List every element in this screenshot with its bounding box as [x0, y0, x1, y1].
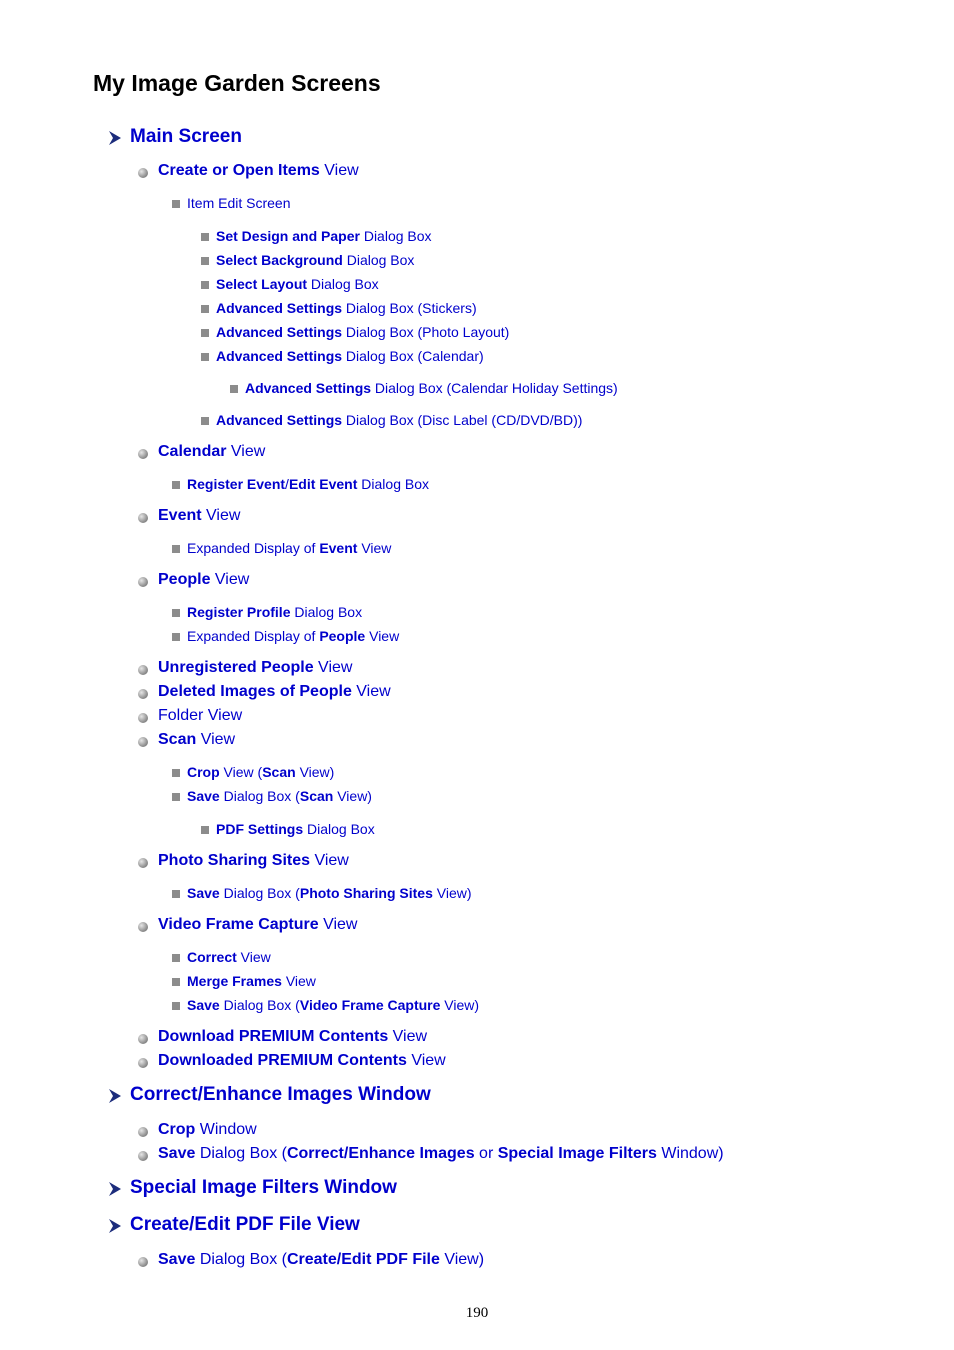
link-video-frame-capture-view[interactable]: [158, 916, 357, 934]
link-text: View: [313, 659, 353, 676]
link-text: View: [318, 916, 358, 933]
link-text: View: [406, 1052, 446, 1069]
link-bold: Register Event: [187, 476, 286, 492]
link-people-view[interactable]: [158, 571, 249, 589]
page-title: My Image Garden Screens: [93, 70, 381, 96]
link-select-layout[interactable]: [216, 276, 379, 292]
link-pdf-settings[interactable]: [216, 821, 375, 837]
link-item-edit-screen[interactable]: [187, 195, 291, 211]
link-text: Dialog Box (Calendar Holiday Settings): [371, 380, 618, 396]
link-calendar-view[interactable]: [158, 443, 265, 461]
link-text: Item Edit Screen: [187, 195, 291, 211]
chevron-arrow-icon: [108, 130, 122, 146]
link-merge-frames-view[interactable]: [187, 973, 316, 989]
link-advanced-settings-photo-layout[interactable]: [216, 324, 509, 340]
link-text: View: [226, 443, 266, 460]
link-create-open-items-view[interactable]: [158, 162, 359, 180]
link-bold: Video Frame Capture: [299, 997, 441, 1013]
link-bold: Create or Open Items: [158, 162, 320, 179]
link-crop-view-scan[interactable]: [187, 764, 334, 780]
gray-ball-bullet-icon: [138, 449, 148, 459]
link-main-screen[interactable]: [130, 126, 242, 148]
gray-ball-bullet-icon: [138, 1127, 148, 1137]
link-text: View: [357, 540, 392, 556]
link-text: View: [365, 628, 400, 644]
gray-square-bullet-icon: [201, 257, 209, 265]
link-text: View): [440, 997, 480, 1013]
link-bold: Advanced Settings: [216, 348, 343, 364]
link-bold: Scan: [262, 764, 296, 780]
link-advanced-settings-disc-label[interactable]: [216, 412, 582, 428]
link-bold: PDF Settings: [216, 821, 304, 837]
link-save-dialog-video[interactable]: [187, 997, 479, 1013]
link-text: Dialog Box (Photo Layout): [342, 324, 510, 340]
link-text: View: [210, 571, 250, 588]
link-bold: Register Profile: [187, 604, 291, 620]
link-text: Dialog Box: [290, 604, 363, 620]
link-bold: Merge Frames: [187, 973, 282, 989]
link-text: View (: [219, 764, 263, 780]
gray-ball-bullet-icon: [138, 1034, 148, 1044]
link-bold: Advanced Settings: [216, 324, 343, 340]
link-text: Dialog Box (Stickers): [342, 300, 477, 316]
link-expanded-display-people[interactable]: [187, 628, 399, 644]
chevron-arrow-icon: [108, 1181, 122, 1197]
gray-square-bullet-icon: [172, 481, 180, 489]
link-bold: Save: [187, 885, 220, 901]
link-bold: Scan: [299, 788, 334, 804]
link-bold: Scan: [158, 731, 197, 748]
link-bold: Crop: [187, 764, 220, 780]
link-bold: Save: [187, 997, 220, 1013]
link-text: View: [319, 162, 359, 179]
link-bold: Unregistered People: [158, 659, 314, 676]
link-bold: Create/Edit PDF File: [286, 1251, 440, 1268]
gray-square-bullet-icon: [172, 633, 180, 641]
gray-ball-bullet-icon: [138, 1257, 148, 1267]
gray-ball-bullet-icon: [138, 713, 148, 723]
link-text: Folder View: [158, 707, 243, 724]
link-deleted-images-view[interactable]: [158, 683, 391, 701]
link-bold: Correct: [187, 949, 237, 965]
link-text: Dialog Box (: [195, 1251, 287, 1268]
gray-square-bullet-icon: [172, 978, 180, 986]
gray-square-bullet-icon: [172, 769, 180, 777]
gray-ball-bullet-icon: [138, 665, 148, 675]
gray-square-bullet-icon: [201, 353, 209, 361]
link-bold: Event: [319, 540, 358, 556]
link-text: View: [388, 1028, 428, 1045]
link-text: View): [432, 885, 472, 901]
link-text: Window): [656, 1145, 724, 1162]
gray-square-bullet-icon: [172, 954, 180, 962]
link-text: or: [474, 1145, 498, 1162]
link-save-dialog-correct[interactable]: [158, 1145, 724, 1163]
gray-square-bullet-icon: [172, 793, 180, 801]
link-bold: Edit Event: [288, 476, 358, 492]
link-text: View: [351, 683, 391, 700]
link-text: Dialog Box: [307, 276, 379, 292]
link-text[interactable]: Correct/Enhance Images Window: [130, 1084, 431, 1105]
link-register-event[interactable]: [187, 476, 429, 492]
link-text: View): [439, 1251, 485, 1268]
link-bold: Photo Sharing Sites: [158, 852, 311, 869]
gray-ball-bullet-icon: [138, 513, 148, 523]
link-bold: Select Background: [216, 252, 343, 268]
link-bold: Save: [158, 1145, 196, 1162]
gray-square-bullet-icon: [201, 826, 209, 834]
link-text: Dialog Box (Calendar): [342, 348, 484, 364]
link-bold: Downloaded PREMIUM Contents: [158, 1052, 407, 1069]
link-event-view[interactable]: [158, 507, 240, 525]
link-create-edit-pdf-view[interactable]: [130, 1214, 360, 1236]
link-text: Dialog Box (Disc Label (CD/DVD/BD)): [342, 412, 583, 428]
gray-ball-bullet-icon: [138, 168, 148, 178]
link-correct-enhance-window[interactable]: [130, 1084, 431, 1106]
link-downloaded-premium-view[interactable]: [158, 1052, 446, 1070]
link-text: Dialog Box (: [219, 788, 300, 804]
gray-ball-bullet-icon: [138, 858, 148, 868]
link-text: Expanded Display of: [187, 628, 320, 644]
link-bold: People: [158, 571, 211, 588]
gray-ball-bullet-icon: [138, 1058, 148, 1068]
gray-square-bullet-icon: [172, 1002, 180, 1010]
link-text: Dialog Box: [342, 252, 415, 268]
link-text: View: [310, 852, 349, 869]
link-bold: Crop: [158, 1121, 196, 1138]
link-bold: People: [319, 628, 366, 644]
link-bold: Event: [158, 507, 202, 524]
gray-square-bullet-icon: [172, 609, 180, 617]
link-advanced-settings-calendar[interactable]: [216, 348, 484, 364]
link-correct-view[interactable]: [187, 949, 271, 965]
gray-ball-bullet-icon: [138, 922, 148, 932]
link-scan-view[interactable]: [158, 731, 235, 749]
gray-ball-bullet-icon: [138, 577, 148, 587]
link-text: View: [201, 507, 241, 524]
link-bold: Special Image Filters: [497, 1145, 657, 1162]
link-bold: Deleted Images of People: [158, 683, 352, 700]
link-bold: Correct/Enhance Images: [286, 1145, 475, 1162]
gray-ball-bullet-icon: [138, 689, 148, 699]
link-text: View): [295, 764, 335, 780]
gray-square-bullet-icon: [201, 329, 209, 337]
link-bold: Photo Sharing Sites: [299, 885, 433, 901]
link-text: View: [281, 973, 316, 989]
gray-square-bullet-icon: [201, 417, 209, 425]
link-bold: Advanced Settings: [245, 380, 372, 396]
link-set-design-paper[interactable]: [216, 228, 432, 244]
link-text: Dialog Box (: [219, 997, 300, 1013]
link-text[interactable]: Main Screen: [130, 126, 242, 147]
link-text: View): [333, 788, 372, 804]
link-text: Expanded Display of: [187, 540, 320, 556]
gray-square-bullet-icon: [230, 385, 238, 393]
gray-square-bullet-icon: [172, 890, 180, 898]
gray-square-bullet-icon: [201, 233, 209, 241]
link-sep: /: [285, 476, 289, 492]
link-unregistered-people-view[interactable]: [158, 659, 352, 677]
link-text[interactable]: Create/Edit PDF File View: [130, 1214, 360, 1235]
page-number: 190: [465, 1305, 489, 1321]
chevron-arrow-icon: [108, 1088, 122, 1104]
gray-square-bullet-icon: [201, 281, 209, 289]
link-save-dialog-pdf[interactable]: [158, 1251, 484, 1269]
link-advanced-settings-stickers[interactable]: [216, 300, 477, 316]
link-bold: Save: [158, 1251, 196, 1268]
link-bold: Video Frame Capture: [158, 916, 319, 933]
link-text: Window: [195, 1121, 257, 1138]
chevron-arrow-icon: [108, 1218, 122, 1234]
link-bold: Save: [187, 788, 220, 804]
link-expanded-display-event[interactable]: [187, 540, 391, 556]
link-text[interactable]: Special Image Filters Window: [130, 1177, 397, 1198]
link-bold: Set Design and Paper: [216, 228, 360, 244]
gray-ball-bullet-icon: [138, 1151, 148, 1161]
link-bold: Advanced Settings: [216, 300, 343, 316]
gray-ball-bullet-icon: [138, 737, 148, 747]
link-text: Dialog Box (: [219, 885, 300, 901]
link-bold: Download PREMIUM Contents: [158, 1028, 389, 1045]
link-text: View: [236, 949, 271, 965]
link-special-filters-window[interactable]: [130, 1177, 397, 1199]
link-register-profile[interactable]: [187, 604, 362, 620]
link-crop-window[interactable]: [158, 1121, 257, 1139]
link-photo-sharing-sites-view[interactable]: [158, 852, 349, 870]
link-text: Dialog Box: [357, 476, 429, 492]
gray-square-bullet-icon: [172, 200, 180, 208]
link-text: Dialog Box: [303, 821, 375, 837]
link-text: View: [196, 731, 236, 748]
link-bold: Select Layout: [216, 276, 308, 292]
link-text: Dialog Box: [359, 228, 432, 244]
gray-square-bullet-icon: [201, 305, 209, 313]
link-folder-view[interactable]: [158, 707, 242, 725]
link-download-premium-view[interactable]: [158, 1028, 427, 1046]
link-save-dialog-photo-sharing[interactable]: [187, 885, 472, 901]
link-bold: Calendar: [158, 443, 227, 460]
link-save-dialog-scan[interactable]: [187, 788, 372, 804]
link-advanced-settings-calendar-holiday[interactable]: [245, 380, 618, 396]
link-bold: Advanced Settings: [216, 412, 343, 428]
gray-square-bullet-icon: [172, 545, 180, 553]
link-text: Dialog Box (: [195, 1145, 287, 1162]
link-select-background[interactable]: [216, 252, 414, 268]
